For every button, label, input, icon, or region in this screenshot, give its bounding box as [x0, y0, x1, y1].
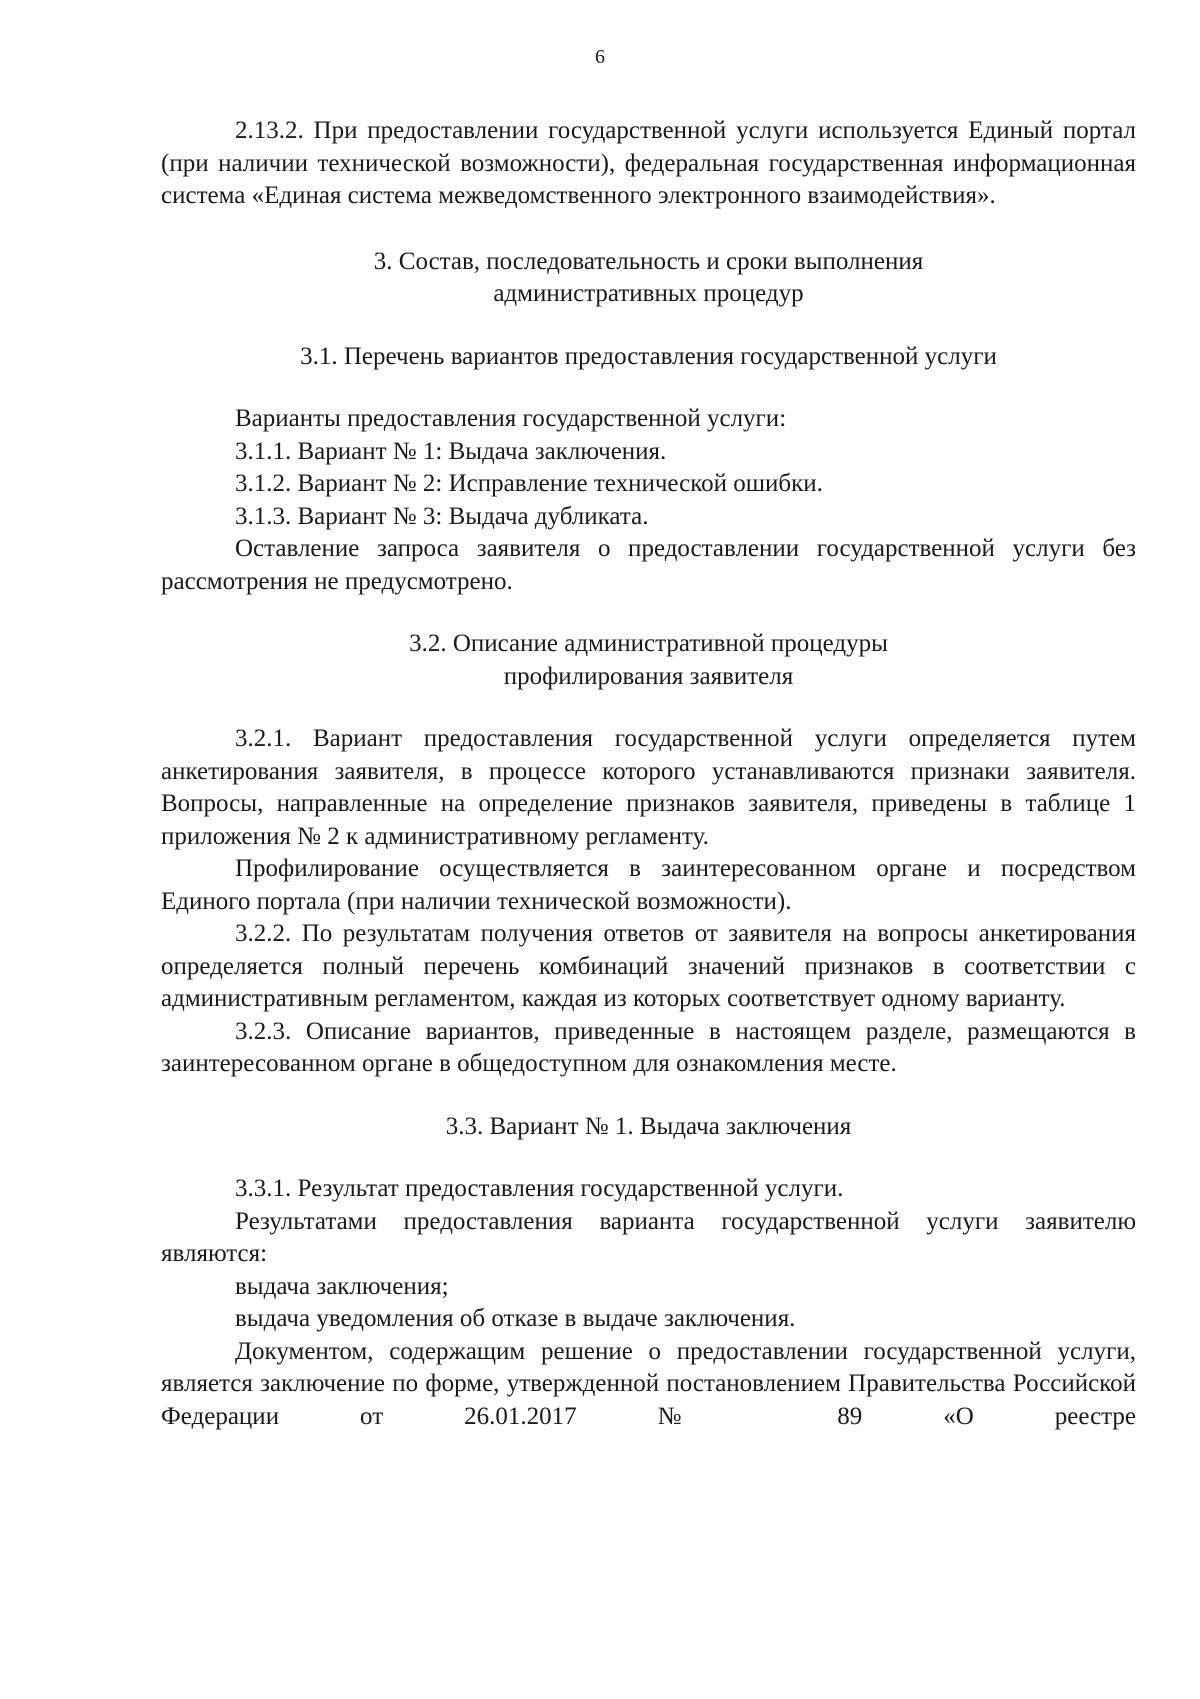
spacer [161, 1081, 1136, 1111]
spacer [161, 311, 1136, 341]
section-3-heading [161, 246, 1136, 311]
paragraph-no-leave: Оставление запроса заявителя о предоставлении государственной услуги без рассмотрения не предусмотрено. [161, 535, 1136, 595]
paragraph-2-13-2: 2.13.2. При предоставлении государственной услуги используется Единый портал (при наличии технической возможности), федеральная государственная информационная система «Единая система межведомственного электронного взаимодействия». [161, 117, 1136, 209]
spacer [161, 693, 1136, 723]
document-body [161, 115, 1136, 1433]
variants-intro: Варианты предоставления государственной услуги: [235, 405, 787, 432]
page-number: 6 [595, 46, 605, 68]
subsection-3-1-heading: 3.1. Перечень вариантов предоставления государственной услуги [300, 342, 997, 370]
paragraph-document: Документом, содержащим решение о предоставлении государственной услуги, является заключение по форме, утвержденной постановлением Правительства Российской Федерации от 26.01.2017 № 89 «О реестре [161, 1337, 1136, 1430]
result-item-1: выдача заключения; [235, 1272, 449, 1300]
spacer [161, 1143, 1136, 1173]
section-3-heading-line-2: административных процедур [493, 280, 804, 307]
paragraph-3-3-1: 3.3.1. Результат предоставления государственной услуги. [235, 1175, 844, 1202]
paragraph-3-2-1: 3.2.1. Вариант предоставления государственной услуги определяется путем анкетирования заявителя, в процессе которого устанавливаются признаки заявителя. Вопросы, направленные на определение признаков заявителя, приведены в таблице 1 приложения № 2 к административному регламенту. [161, 725, 1136, 850]
section-3-heading-line-1: 3. Состав, последовательность и сроки выполнения [373, 247, 924, 275]
subsection-3-2-heading-line-2: профилирования заявителя [503, 662, 794, 690]
variant-item-2: 3.1.2. Вариант № 2: Исправление технической ошибки. [235, 470, 823, 497]
subsection-3-2-heading [161, 628, 1136, 693]
result-item-2: выдача уведомления об отказе в выдаче заключения. [235, 1305, 796, 1332]
paragraph-3-2-2: 3.2.2. По результатам получения ответов от заявителя на вопросы анкетирования определяется полный перечень комбинаций значений признаков в соответствии с административным регламентом, каждая из которых соответствует одному варианту. [161, 920, 1136, 1012]
spacer [161, 373, 1136, 403]
paragraph-profiling: Профилирование осуществляется в заинтересованном органе и посредством Единого портала (при наличии технической возможности). [161, 855, 1136, 915]
variant-item-3: 3.1.3. Вариант № 3: Выдача дубликата. [235, 502, 649, 530]
paragraph-results: Результатами предоставления варианта государственной услуги заявителю являются: [161, 1207, 1136, 1267]
paragraph-3-2-3: 3.2.3. Описание вариантов, приведенные в настоящем разделе, размещаются в заинтересованном органе в общедоступном для ознакомления месте. [161, 1017, 1136, 1077]
subsection-3-2-heading-line-1: 3.2. Описание административной процедуры [409, 630, 888, 657]
spacer [161, 213, 1136, 246]
variant-item-1: 3.1.1. Вариант № 1: Выдача заключения. [235, 437, 667, 465]
subsection-3-3-heading: 3.3. Вариант № 1. Выдача заключения [445, 1112, 852, 1140]
spacer [161, 598, 1136, 628]
